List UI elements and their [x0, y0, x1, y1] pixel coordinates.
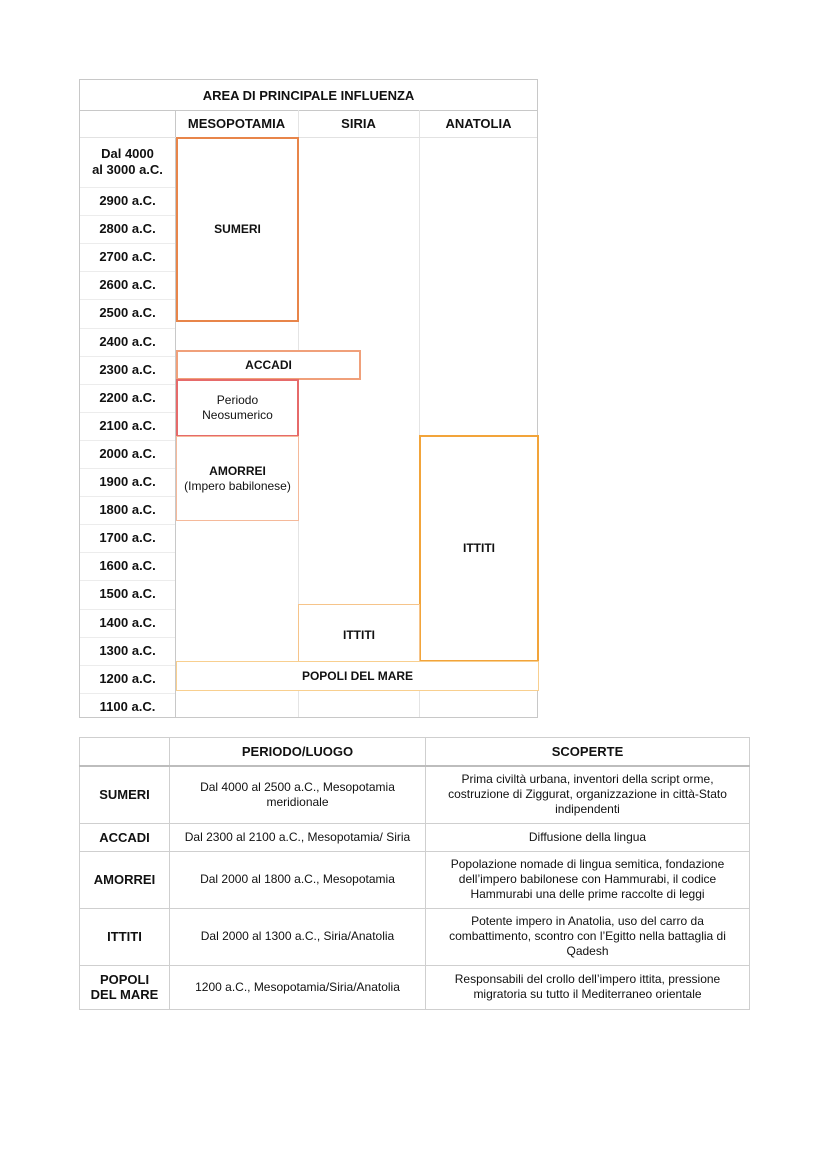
row-label: 2700 a.C. — [99, 249, 156, 265]
table-header-row — [80, 738, 750, 767]
row-label: 1200 a.C. — [99, 670, 156, 686]
timeline-title: AREA DI PRINCIPALE INFLUENZA — [80, 80, 537, 111]
row-label: 1600 a.C. — [99, 558, 156, 574]
header-empty — [80, 738, 170, 767]
column-header-mesopotamia: MESOPOTAMIA — [187, 116, 286, 131]
row-divider — [80, 496, 175, 497]
row-label: 1300 a.C. — [99, 642, 156, 658]
period-place: Dal 2300 al 2100 a.C., Mesopotamia/ Siria — [170, 823, 426, 851]
period-neosumerico — [176, 379, 299, 437]
table-row — [80, 766, 750, 823]
period-sumeri-title: SUMERI — [214, 222, 261, 236]
row-divider — [80, 468, 175, 469]
row-divider — [80, 552, 175, 553]
civilization-name: ACCADI — [80, 823, 170, 851]
row-label: 2400 a.C. — [99, 333, 156, 349]
civilization-name: AMORREI — [80, 851, 170, 908]
civilization-name: SUMERI — [80, 766, 170, 823]
period-ittiti-siria-title: ITTITI — [343, 627, 375, 642]
timeline-table — [79, 79, 538, 718]
period-popoli-del-mare-title: POPOLI DEL MARE — [301, 668, 414, 683]
period-amorrei-subtitle: (Impero babilonese) — [184, 478, 291, 493]
row-divider — [80, 665, 175, 666]
table-row — [80, 823, 750, 851]
row-label: 2200 a.C. — [99, 389, 156, 405]
row-divider — [80, 412, 175, 413]
row-divider — [80, 299, 175, 300]
civilization-name: ITTITI — [80, 908, 170, 965]
row-label: 1700 a.C. — [99, 530, 156, 546]
period-place: Dal 2000 al 1300 a.C., Siria/Anatolia — [170, 908, 426, 965]
discoveries-text: Potente impero in Anatolia, uso del carro da combattimento, scontro con l’Egitto nella battaglia di Qadesh — [426, 908, 750, 965]
row-label: 1100 a.C. — [99, 698, 156, 714]
row-label: 1800 a.C. — [99, 502, 156, 518]
period-accadi-title: ACCADI — [245, 357, 292, 372]
row-divider — [80, 243, 175, 244]
period-ittiti-siria — [298, 604, 420, 662]
row-label: 1400 a.C. — [99, 614, 156, 630]
discoveries-text: Diffusione della lingua — [426, 823, 750, 851]
row-divider — [80, 384, 175, 385]
row-divider — [80, 356, 175, 357]
discoveries-text: Prima civiltà urbana, inventori della script orme, costruzione di Ziggurat, organizzazione in città-Stato indipendenti — [426, 766, 750, 823]
period-amorrei-title: AMORREI — [209, 463, 266, 478]
row-label: Dal 4000 al 3000 a.C. — [92, 146, 163, 177]
period-ittiti-anatolia — [419, 435, 539, 662]
row-divider — [80, 215, 175, 216]
row-divider — [80, 187, 175, 188]
row-divider — [80, 328, 175, 329]
period-accadi — [176, 350, 361, 380]
column-header-anatolia: ANATOLIA — [445, 116, 512, 131]
row-divider — [80, 271, 175, 272]
table-row — [80, 965, 750, 1009]
row-divider — [80, 637, 175, 638]
row-divider — [80, 609, 175, 610]
row-label: 2100 a.C. — [99, 417, 156, 433]
header-scoperte: SCOPERTE — [426, 738, 750, 767]
row-label: 2000 a.C. — [99, 445, 156, 461]
row-divider — [80, 440, 175, 441]
period-sumeri — [176, 137, 299, 322]
row-label: 2900 a.C. — [99, 193, 156, 209]
row-label: 1900 a.C. — [99, 474, 156, 490]
table-row — [80, 851, 750, 908]
discoveries-text: Popolazione nomade di lingua semitica, fondazione dell’impero babilonese con Hammurabi, il codice Hammurabi una delle prime raccolte di leggi — [426, 851, 750, 908]
column-header-siria: SIRIA — [341, 116, 376, 131]
header-periodo-luogo: PERIODO/LUOGO — [170, 738, 426, 767]
row-label: 2300 a.C. — [99, 361, 156, 377]
row-divider — [80, 580, 175, 581]
row-label: 2600 a.C. — [99, 277, 156, 293]
period-place: Dal 4000 al 2500 a.C., Mesopotamia meridionale — [170, 766, 426, 823]
row-divider — [80, 693, 175, 694]
discoveries-table — [79, 737, 750, 1010]
period-popoli-del-mare — [176, 661, 539, 691]
row-label: 2500 a.C. — [99, 305, 156, 321]
row-label: 1500 a.C. — [99, 586, 156, 602]
row-label: 2800 a.C. — [99, 221, 156, 237]
period-neosumerico-title: Periodo Neosumerico — [202, 393, 273, 422]
row-divider — [80, 524, 175, 525]
civilization-name: POPOLI DEL MARE — [80, 965, 170, 1009]
table-row — [80, 908, 750, 965]
period-place: 1200 a.C., Mesopotamia/Siria/Anatolia — [170, 965, 426, 1009]
period-ittiti-anatolia-title: ITTITI — [463, 541, 495, 555]
discoveries-text: Responsabili del crollo dell’impero ittita, pressione migratoria su tutto il Mediterraneo orientale — [426, 965, 750, 1009]
period-place: Dal 2000 al 1800 a.C., Mesopotamia — [170, 851, 426, 908]
period-amorrei — [176, 436, 299, 521]
